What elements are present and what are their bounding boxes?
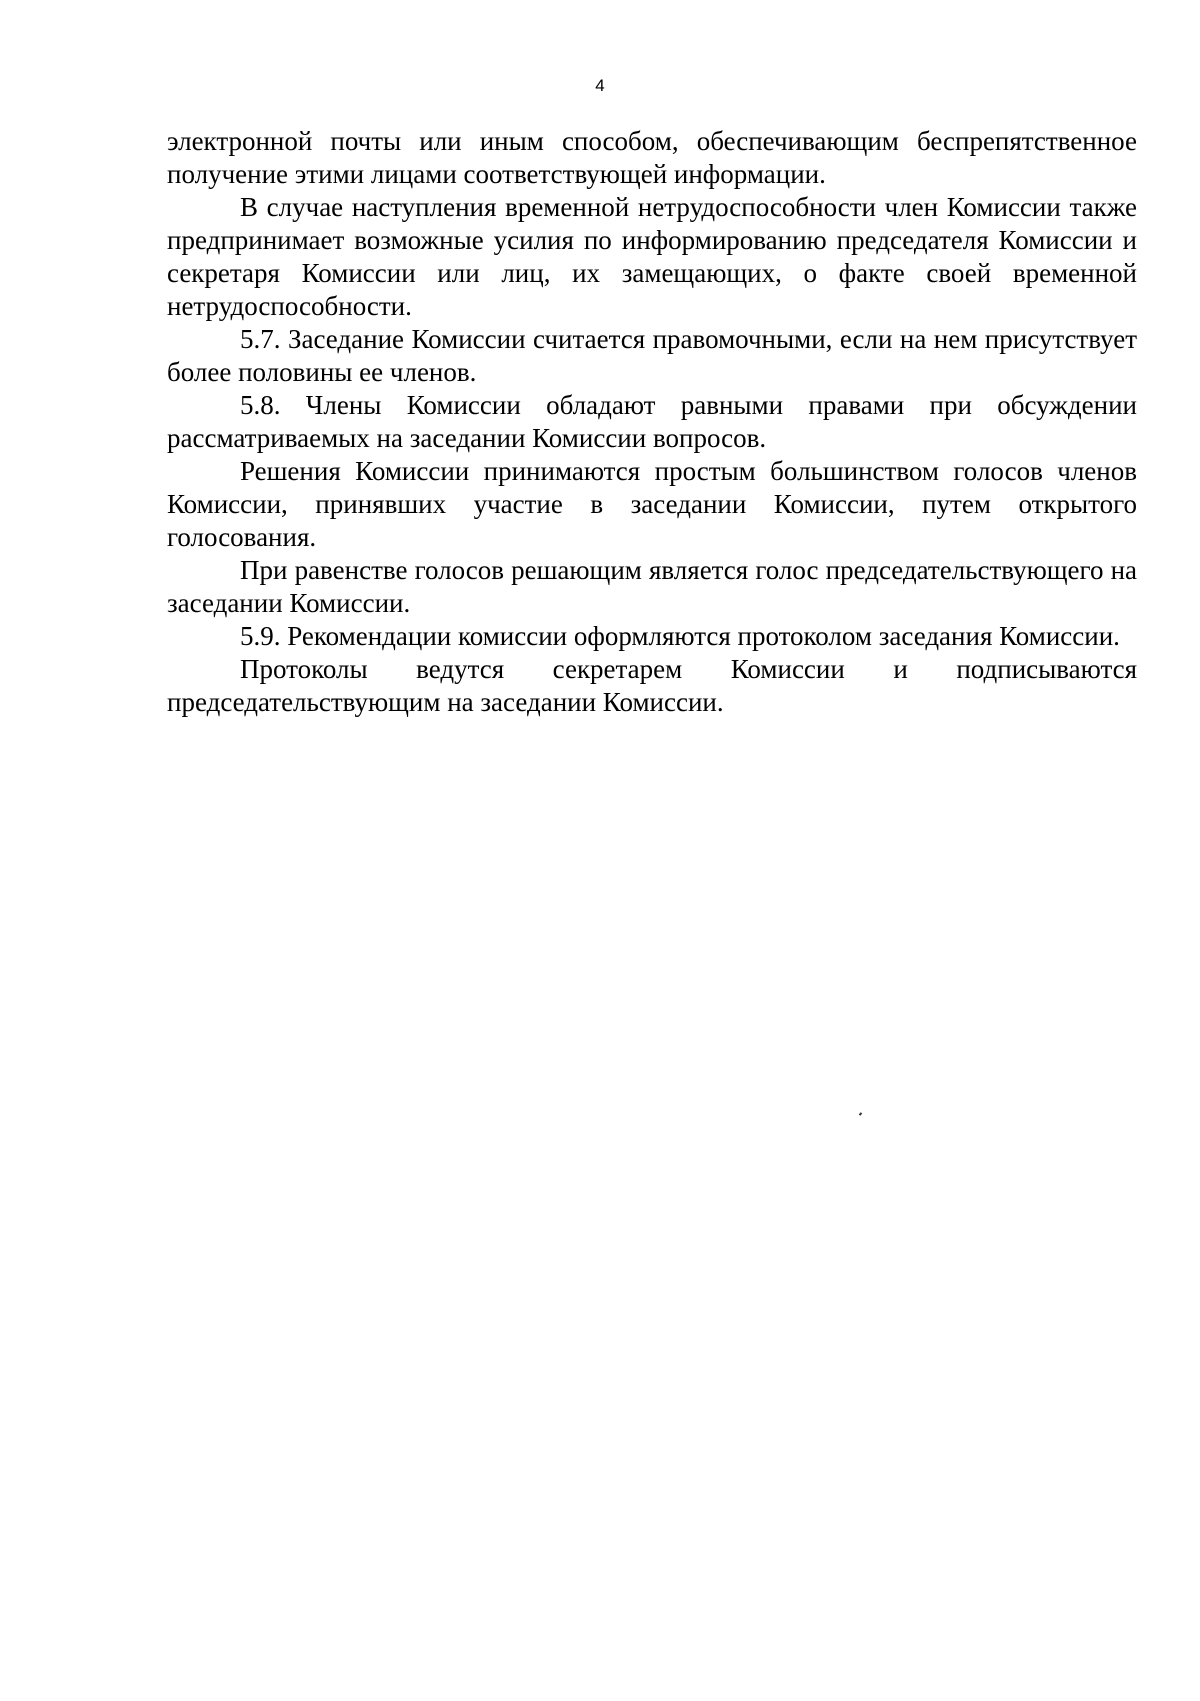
- paragraph-2: В случае наступления временной нетрудоспособности член Комиссии также предпринимает возможные усилия по информированию председателя Комиссии и секретаря Комиссии или лиц, их замещающих, о факте своей временной нетрудоспособности.: [167, 192, 1137, 321]
- document-body: [167, 125, 1137, 719]
- paragraph-8: Протоколы ведутся секретарем Комиссии и подписываются председательствующим на заседании Комиссии.: [167, 654, 1137, 717]
- paragraph-5: Решения Комиссии принимаются простым большинством голосов членов Комиссии, принявших участие в заседании Комиссии, путем открытого голосования.: [167, 456, 1137, 552]
- stray-mark: [859, 1112, 862, 1116]
- paragraph-7-item-5-9: 5.9. Рекомендации комиссии оформляются протоколом заседания Комиссии.: [240, 621, 1120, 651]
- paragraph-3-item-5-7: 5.7. Заседание Комиссии считается правомочными, если на нем присутствует более половины ее членов.: [167, 324, 1137, 387]
- paragraph-1: электронной почты или иным способом, обеспечивающим беспрепятственное получение этими лицами соответствующей информации.: [167, 126, 1137, 189]
- page-number: 4: [595, 76, 605, 95]
- paragraph-6: При равенстве голосов решающим является голос председательствующего на заседании Комиссии.: [167, 555, 1137, 618]
- paragraph-4-item-5-8: 5.8. Члены Комиссии обладают равными правами при обсуждении рассматриваемых на заседании Комиссии вопросов.: [167, 390, 1137, 453]
